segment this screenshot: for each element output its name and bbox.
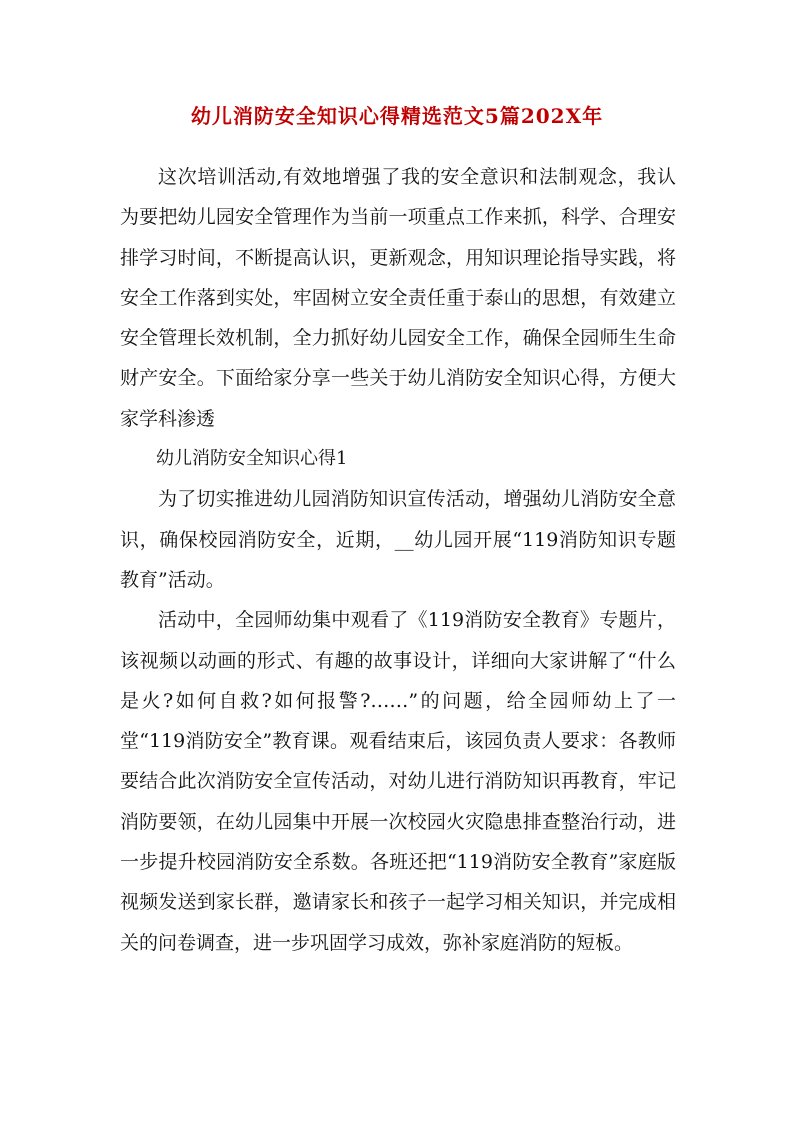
body-paragraph-1: 为了切实推进幼儿园消防知识宣传活动，增强幼儿消防安全意识，确保校园消防安全，近期，__幼儿园开展“119消防知识专题教育”活动。 (120, 488, 676, 591)
section-heading: 幼儿消防安全知识心得1 (156, 448, 348, 470)
document-title: 幼儿消防安全知识心得精选范文5篇202X年 (190, 104, 604, 128)
intro-paragraph: 这次培训活动,有效地增强了我的安全意识和法制观念，我认为要把幼儿园安全管理作为当前一项重点工作来抓，科学、合理安排学习时间，不断提高认识，更新观念，用知识理论指导实践，将安全工作落到实处，牢固树立安全责任重于泰山的思想，有效建立安全管理长效机制，全力抓好幼儿园安全工作，确保全园师生生命财产安全。下面给家分享一些关于幼儿消防安全知识心得，方便大家学科渗透 (120, 166, 676, 430)
document-body (120, 157, 676, 963)
body-paragraph-2: 活动中，全园师幼集中观看了《119消防安全教育》专题片，该视频以动画的形式、有趣的故事设计，详细向大家讲解了“什么是火?如何自救?如何报警?……”的问题，给全园师幼上了一堂“119消防安全”教育课。观看结束后，该园负责人要求：各教师要结合此次消防安全宣传活动，对幼儿进行消防知识再教育，牢记消防要领，在幼儿园集中开展一次校园火灾隐患排查整治行动，进一步提升校园消防安全系数。各班还把“119消防安全教育”家庭版视频发送到家长群，邀请家长和孩子一起学习相关知识，并完成相关的问卷调查，进一步巩固学习成效，弥补家庭消防的短板。 (120, 609, 676, 954)
